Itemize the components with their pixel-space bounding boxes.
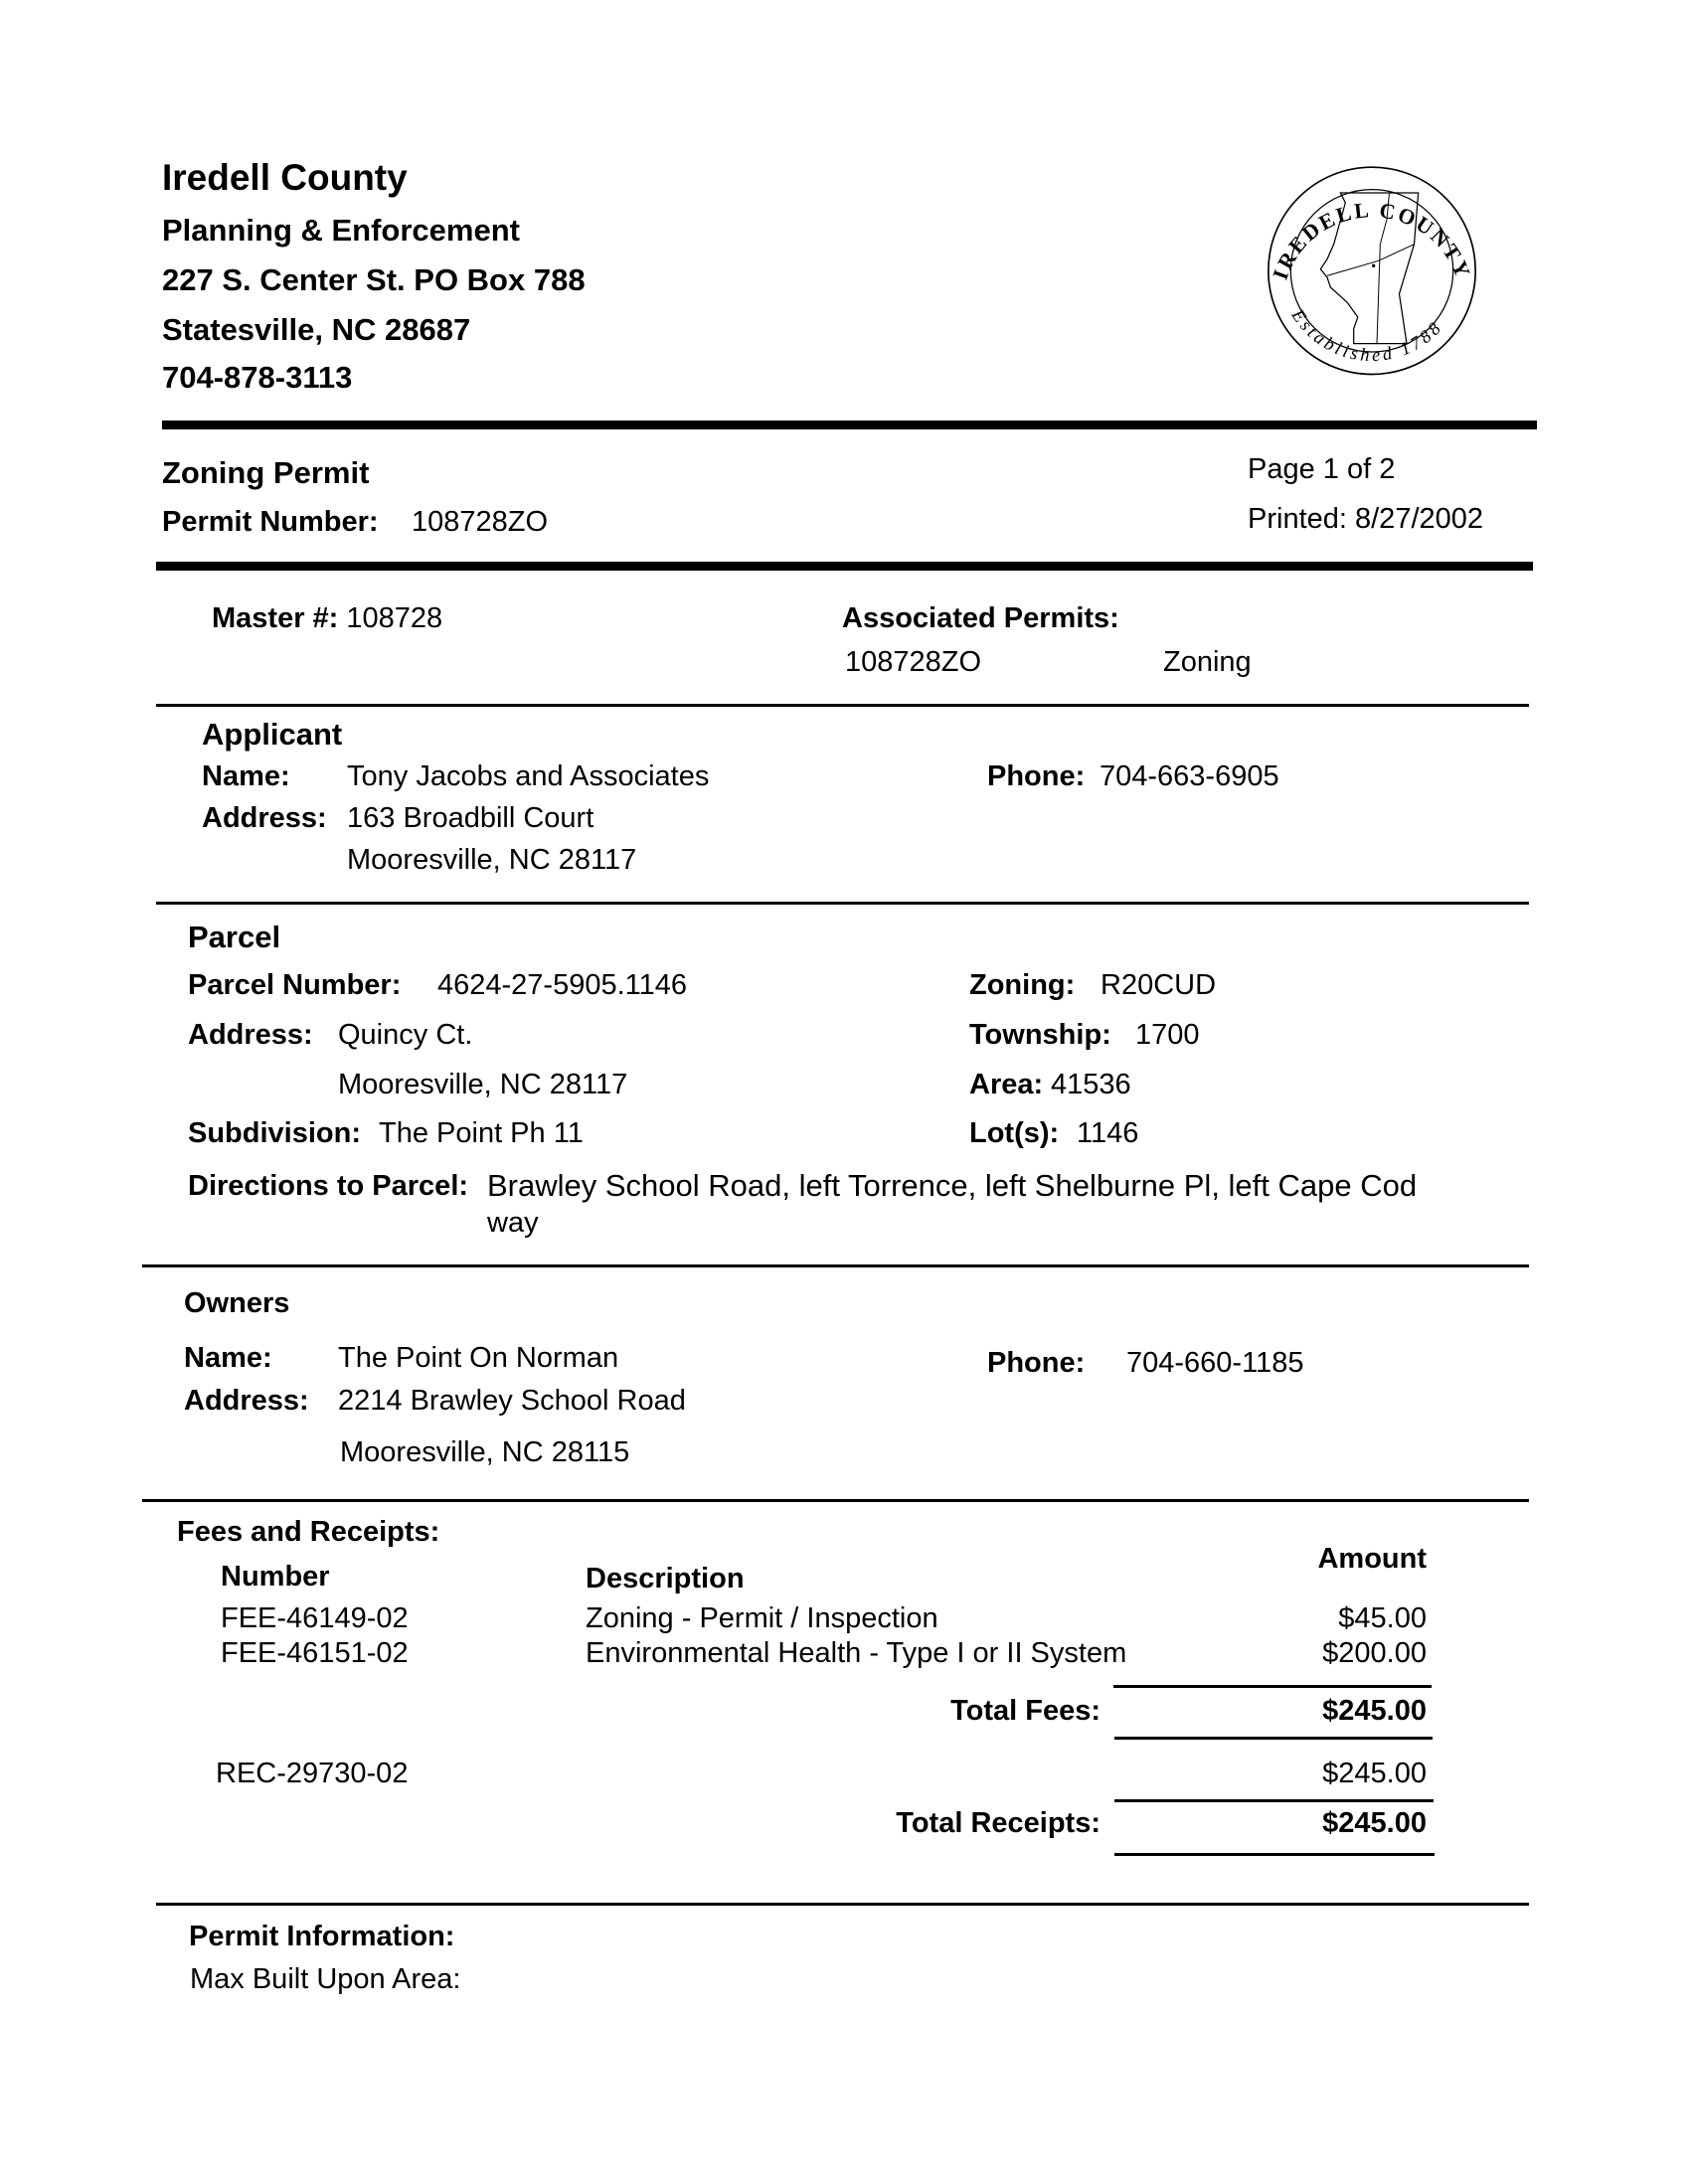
master-number-field xyxy=(212,602,442,635)
associated-permit-type: Zoning xyxy=(1163,646,1252,678)
parcel-area-label: Area: xyxy=(969,1069,1044,1100)
parcel-directions-line2: way xyxy=(487,1207,539,1239)
permit-info-heading: Permit Information: xyxy=(189,1921,455,1952)
total-fees-bottom-rule xyxy=(1114,1737,1433,1740)
parcel-directions-line1: Brawley School Road, left Torrence, left Shelburne Pl, left Cape Cod xyxy=(487,1168,1418,1203)
applicant-address-label: Address: xyxy=(202,802,327,834)
permit-number: 108728ZO xyxy=(412,506,549,538)
parcel-address-label: Address: xyxy=(188,1019,313,1051)
total-receipts-top-rule xyxy=(1114,1799,1434,1802)
parcel-directions-label: Directions to Parcel: xyxy=(188,1170,469,1202)
total-fees-top-rule xyxy=(1113,1685,1432,1688)
master-number-value: 108728 xyxy=(346,602,443,634)
fees-divider xyxy=(156,1903,1529,1906)
county-seal-icon xyxy=(1248,147,1496,408)
owners-heading: Owners xyxy=(184,1287,290,1319)
fee-description: Zoning - Permit / Inspection xyxy=(586,1602,938,1634)
parcel-number-label: Parcel Number: xyxy=(188,969,402,1001)
master-number-label: Master #: xyxy=(212,602,339,634)
associated-permit-number: 108728ZO xyxy=(845,646,982,678)
owner-phone-label: Phone: xyxy=(987,1347,1086,1379)
page-indicator: Page 1 of 2 xyxy=(1248,453,1396,485)
fees-column-amount: Amount xyxy=(1317,1543,1427,1575)
total-fees-amount: $245.00 xyxy=(1322,1695,1427,1727)
fee-amount: $45.00 xyxy=(1338,1602,1427,1634)
parcel-divider xyxy=(142,1264,1529,1267)
parcel-township-label: Township: xyxy=(969,1019,1111,1051)
associated-permits-label: Associated Permits: xyxy=(842,602,1119,634)
department-name: Planning & Enforcement xyxy=(162,213,520,248)
fee-amount: $200.00 xyxy=(1322,1637,1427,1669)
total-receipts-amount: $245.00 xyxy=(1322,1807,1427,1839)
permit-title: Zoning Permit xyxy=(162,455,370,490)
applicant-name-label: Name: xyxy=(202,760,290,792)
fee-description: Environmental Health - Type I or II System xyxy=(586,1637,1127,1669)
total-receipts-bottom-rule xyxy=(1114,1853,1435,1856)
owner-address-line2: Mooresville, NC 28115 xyxy=(340,1436,630,1468)
parcel-heading: Parcel xyxy=(188,920,281,954)
applicant-phone-label: Phone: xyxy=(987,760,1086,792)
parcel-township: 1700 xyxy=(1135,1019,1200,1051)
office-phone: 704-878-3113 xyxy=(162,360,353,395)
parcel-address-line1: Quincy Ct. xyxy=(338,1019,473,1051)
parcel-subdivision: The Point Ph 11 xyxy=(379,1117,584,1149)
office-city-address: Statesville, NC 28687 xyxy=(162,312,471,347)
parcel-lots: 1146 xyxy=(1077,1117,1139,1149)
max-built-upon-area-label: Max Built Upon Area: xyxy=(190,1963,461,1995)
fees-column-number: Number xyxy=(221,1561,330,1593)
parcel-zoning: R20CUD xyxy=(1101,969,1217,1001)
total-fees-label: Total Fees: xyxy=(950,1695,1101,1727)
parcel-number: 4624-27-5905.1146 xyxy=(437,969,688,1001)
owner-address-line1: 2214 Brawley School Road xyxy=(338,1385,686,1417)
svg-text:Established 1788: Established 1788 xyxy=(1287,305,1447,366)
county-name: Iredell County xyxy=(162,157,408,198)
master-divider xyxy=(156,704,1529,707)
fees-heading: Fees and Receipts: xyxy=(177,1516,440,1548)
receipt-number: REC-29730-02 xyxy=(216,1758,409,1789)
applicant-heading: Applicant xyxy=(202,717,343,752)
parcel-lots-label: Lot(s): xyxy=(969,1117,1060,1149)
applicant-address-line2: Mooresville, NC 28117 xyxy=(347,844,637,876)
receipt-amount: $245.00 xyxy=(1322,1758,1427,1789)
fees-column-description: Description xyxy=(586,1563,745,1595)
printed-date: Printed: 8/27/2002 xyxy=(1248,503,1484,535)
parcel-subdivision-label: Subdivision: xyxy=(188,1117,361,1149)
applicant-name: Tony Jacobs and Associates xyxy=(347,760,710,792)
office-street-address: 227 S. Center St. PO Box 788 xyxy=(162,262,586,297)
svg-text:IREDELL COUNTY: IREDELL COUNTY xyxy=(1268,198,1476,283)
applicant-divider xyxy=(156,902,1529,905)
owner-name: The Point On Norman xyxy=(338,1342,619,1374)
fee-number: FEE-46151-02 xyxy=(221,1637,409,1669)
owner-phone: 704-660-1185 xyxy=(1126,1347,1304,1379)
header-divider xyxy=(162,420,1537,429)
applicant-phone: 704-663-6905 xyxy=(1100,760,1279,792)
parcel-area: 41536 xyxy=(1051,1069,1131,1100)
permit-number-label: Permit Number: xyxy=(162,506,379,538)
applicant-address-line1: 163 Broadbill Court xyxy=(347,802,594,834)
parcel-address-line2: Mooresville, NC 28117 xyxy=(338,1069,628,1100)
fee-number: FEE-46149-02 xyxy=(221,1602,409,1634)
owner-address-label: Address: xyxy=(184,1385,309,1417)
parcel-zoning-label: Zoning: xyxy=(969,969,1076,1001)
owners-divider xyxy=(142,1499,1529,1502)
total-receipts-label: Total Receipts: xyxy=(896,1807,1101,1839)
title-divider xyxy=(156,562,1533,571)
owner-name-label: Name: xyxy=(184,1342,272,1374)
